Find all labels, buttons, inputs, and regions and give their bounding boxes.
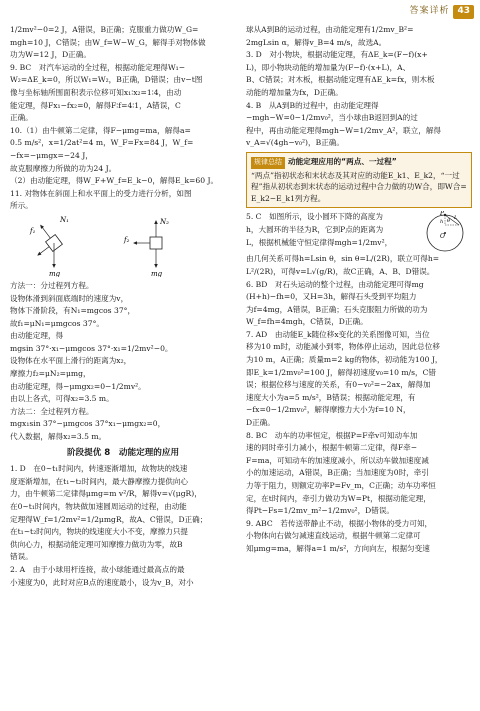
text-line: 1/2mv²−0=2 J，A错误，B正确；克服重力做功W_G= [10, 25, 199, 34]
text-line: 由动能定理，得−μmgx₂=0−1/2mv²。 [10, 381, 146, 391]
text-line: 代入数据，解得x₂=3.5 m。 [10, 432, 107, 442]
text-line: L)，即小物块动能的增加量为(F−f)·(x+L)，A、 [246, 62, 411, 72]
text-line: 程中，再由动能定理得mgh−W=1/2mv_A²，联立，解得 [246, 125, 442, 135]
text-line: F=ma，可知动车的加速度减小，所以动车做加速度减 [246, 455, 429, 465]
right-text-block [246, 24, 472, 149]
text-line: 3. D 对小物块，根据动能定理，有ΔE_k=(F−f)(x+ [246, 50, 428, 60]
text-line: h，大圆环的半径为R，它到P点的距离为 [246, 224, 384, 234]
left-text-block-2 [10, 280, 236, 443]
text-line: 设物体滑到斜面底端时的速度为v， [10, 293, 129, 303]
n2-label: N₂ [160, 217, 169, 226]
problem-5-block [246, 211, 472, 253]
text-line: 为f=4mg，A错误，B正确；石头克服阻力所做的功为 [246, 304, 428, 314]
text-line: 定，在t时间内，牵引力做功为W=Pt，根据动能定理， [246, 493, 431, 503]
text-line: 误；根据位移与速度的关系，有0−v₀²=−2ax，解得加 [246, 380, 431, 390]
text-line: 速的同时牵引力减小，根据牛顿第二定律，得F牵− [246, 443, 418, 453]
stage-title: 阶段提优 8 动能定理的应用 [66, 447, 180, 458]
l-label: L [454, 215, 458, 222]
text-line: D正确。 [246, 418, 275, 428]
text-line: (H+h)−fh=0，又H=3h，解得石头受到平均阻力 [246, 292, 417, 302]
text-line: 知μmg=ma，解得a=1 m/s²，方向向左，根据匀变速 [246, 543, 430, 553]
text-line: 球从A到B的运动过程，由动能定理有1/2mv_B²= [246, 25, 414, 34]
text-line: 移为10 m时，动能减小到零，物体停止运动，因此总位移 [246, 342, 440, 352]
text-line: 9. BC 对汽车运动的全过程，根据动能定理得W₁− [10, 62, 186, 72]
force-diagrams [24, 215, 236, 277]
mg-label-2: mg [151, 269, 163, 277]
text-line: 速度大小为a=5 m/s²，B错误；根据动能定理，有 [246, 392, 416, 402]
tip-tag: 规律总结 [251, 157, 285, 169]
text-line: 10.（1）由牛顿第二定律，得F−μmg=ma，解得a= [10, 125, 191, 135]
text-line: 小速度为0，此时对应B点的速度最小，设为v_B，对小 [10, 577, 194, 587]
text-line: 供向心力，根据动能定理可知摩擦力做功为零，故B [10, 539, 183, 549]
text-line: 度逐渐增加，在t₁~t₂时间内，最大静摩擦力提供向心 [10, 476, 189, 486]
text-line: 为10 m，A正确；质量m=2 kg的物体，初动能为100 J， [246, 355, 443, 365]
text-line: 由以上各式，可得x₂=3.5 m。 [10, 394, 114, 404]
left-text-block [10, 24, 236, 212]
section-title: 答案详析 [409, 6, 450, 17]
text-line: 所示。 [10, 201, 33, 211]
text-line: 在t₁~t₂时间内，物块的线速度大小不变，摩擦力只提 [10, 527, 189, 537]
text-line: 4. B 从A到B的过程中，由动能定理得 [246, 100, 379, 110]
text-line: W_f=fh=4mgh，C错误，D正确。 [246, 317, 368, 327]
text-line: 方法一：分过程列方程。 [10, 280, 94, 290]
text-line: 故f₁=μN₁=μmgcos 37°。 [10, 318, 104, 328]
text-line: L²/(2R)，可得v=L√(g/R)，故C正确，A、B、D错误。 [246, 266, 435, 276]
text-line: 即E_k=1/2mv₀²=100 J，解得初速度v₀=10 m/s，C错 [246, 367, 437, 377]
text-line: mgx₁sin 37°−μmgcos 37°x₁−μmgx₂=0， [10, 419, 166, 429]
text-line: −mgh−W=0−1/2mv₀²，当小球由B返回到A的过 [246, 113, 418, 123]
text-line: （2）由动能定理，得W_F+W_f=E_k−0，解得E_k=60 J。 [10, 176, 219, 186]
horizontal-force-diagram [120, 215, 190, 277]
text-line: 错误。 [10, 552, 33, 562]
text-line: 力，由牛顿第二定律得μmg=m v²/R，解得v=√(μgR)， [10, 489, 202, 499]
text-line: 2. A 由于小球用杆连接，故小球能通过最高点的最 [10, 564, 185, 574]
text-line: 5. C 如图所示，设小圆环下降的高度为 [246, 212, 383, 222]
left-text-block-3 [10, 463, 236, 588]
page-header [409, 4, 474, 20]
text-line: W₂=ΔE_k=0，所以W₁=W₂，B正确，D错误；由v−t图 [10, 75, 203, 85]
text-line: −fx=0−1/2mv₀²，解得摩擦力大小为f=10 N， [246, 405, 411, 415]
text-line: 得Pt−Fs=1/2mv_m²−1/2mv₀²，D错误。 [246, 506, 395, 516]
text-line: B、C错误；对木板，根据动能定理有ΔE_k=fx，则木板 [246, 75, 435, 85]
text-line: 设物体在水平面上滑行的距离为x₂， [10, 356, 132, 366]
text-line: 在0~t₁时间内，物块做加速圆周运动的过程，由动能 [10, 502, 187, 511]
o-label: O [440, 233, 445, 241]
text-line: 力等于阻力，则额定功率P=Fv_m，C正确；动车功率恒 [246, 481, 436, 490]
tip-box [246, 152, 472, 208]
text-line: 像与坐标轴所围面积表示位移可知x₁∶x₂=1∶4，由动 [10, 87, 182, 97]
p-label: P [440, 211, 445, 218]
left-column [10, 24, 236, 707]
text-line: 0.5 m/s²，x=1/2at²=4 m，W_F=Fx=84 J，W_f= [10, 138, 194, 148]
text-line: 小物体向右做匀减速直线运动，根据牛顿第二定律可 [246, 531, 421, 541]
text-line: 11. 对物体在斜面上和水平面上的受力进行分析，如图 [10, 188, 192, 198]
mg-label-1: mg [49, 269, 61, 277]
text-line: 8. BC 动车的功率恒定，根据P=F牵v可知动车加 [246, 430, 418, 440]
text-line: 由动能定理，得 [10, 331, 64, 341]
text-line: v_A=√(4gh−v₀²)，B正确。 [246, 138, 344, 148]
text-line: mgsin 37°·x₁−μmgcos 37°·x₁=1/2mv²−0。 [10, 343, 173, 353]
text-line: L，根据机械能守恒定律得mgh=1/2mv²， [246, 237, 393, 247]
tip-title: 动能定理应用的“两点、一过程” [288, 156, 397, 166]
text-line: 故克服摩擦力所做的功为24 J。 [10, 163, 117, 173]
f1-label: f₁ [30, 226, 36, 235]
f2-label: f₂ [124, 235, 130, 244]
text-line: 方法二：全过程列方程。 [10, 406, 94, 416]
text-line: 9. ABC 若传送带静止不动，根据小物体的受力可知， [246, 518, 433, 528]
n1-label: N₁ [60, 215, 69, 224]
text-line: 6. BD 对石头运动的整个过程，由动能定理可得mg [246, 279, 424, 289]
h-label: h [440, 219, 444, 226]
text-line: 能定理，得Fx₁−fx₂=0，解得F∶f=4∶1，A错误，C [10, 100, 181, 110]
text-line: 7. AD 由动能E_k随位移x变化的关系图像可知，当位 [246, 329, 430, 339]
text-line: 由几何关系可得h=Lsin θ，sin θ=L/(2R)，联立可得h= [246, 254, 440, 264]
incline-force-diagram [24, 215, 94, 277]
right-text-block-2 [246, 253, 472, 554]
ring-figure [418, 211, 472, 253]
tip-text: “两点”指初状态和末状态及其对应的动能E_k1、E_k2，“一过程”指从初状态到末状态的运动过程中合力做的功W合，即W合=E_k2−E_k1列方程。 [251, 170, 467, 203]
text-line: 定理得W_f=1/2mv²=1/2μmgR，故A、C错误，D正确； [10, 514, 208, 524]
text-line: 小的加速运动，A错误，B正确；当加速度为0时，牵引 [246, 468, 429, 478]
text-line: −fx=−μmgx=−24 J， [10, 150, 93, 160]
text-line: 功为W=12 J，D正确。 [10, 50, 91, 60]
text-line: 正确。 [10, 113, 33, 123]
problem-5-text [246, 211, 414, 253]
text-line: 1. D 在0~t₁时间内，转速逐渐增加，故物块的线速 [10, 464, 188, 474]
theta-label: θ [447, 218, 451, 225]
text-line: 2mgLsin α，解得v_B=4 m/s，故选A。 [246, 37, 387, 47]
text-line: 动能的增加量为fx，D正确。 [246, 87, 343, 97]
page-number: 43 [453, 5, 474, 19]
text-line: mgh=10 J，C错误；由W_f=W−W_G，解得手对物体做 [10, 37, 206, 47]
text-line: 物体下滑阶段，有N₁=mgcos 37°， [10, 306, 136, 316]
right-column [246, 24, 472, 707]
text-line: 摩擦力f₂=μN₂=μmg， [10, 369, 91, 379]
